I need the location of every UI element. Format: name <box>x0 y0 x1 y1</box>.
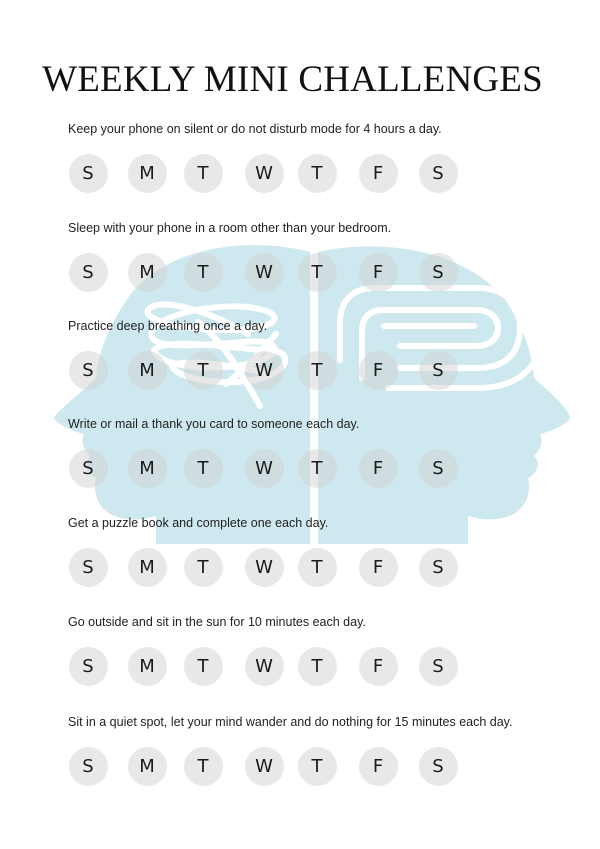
day-circle-thursday[interactable]: T <box>298 449 337 488</box>
challenge-item <box>68 714 588 787</box>
challenge-text: Sleep with your phone in a room other than your bedroom. <box>68 221 392 235</box>
day-circle-thursday[interactable]: T <box>298 253 337 292</box>
challenge-text: Write or mail a thank you card to someone each day. <box>68 417 360 431</box>
challenge-item <box>68 416 588 489</box>
day-tracker <box>68 351 588 391</box>
day-circle-sunday[interactable]: S <box>69 253 108 292</box>
day-circle-saturday[interactable]: S <box>419 548 458 587</box>
day-circle-friday[interactable]: F <box>359 351 398 390</box>
challenge-item <box>68 614 588 687</box>
day-circle-monday[interactable]: M <box>128 449 167 488</box>
day-circle-tuesday[interactable]: T <box>184 154 223 193</box>
day-circle-thursday[interactable]: T <box>298 351 337 390</box>
day-circle-monday[interactable]: M <box>128 747 167 786</box>
day-circle-sunday[interactable]: S <box>69 647 108 686</box>
day-circle-wednesday[interactable]: W <box>245 647 284 686</box>
day-circle-friday[interactable]: F <box>359 647 398 686</box>
challenge-item <box>68 220 588 293</box>
day-circle-monday[interactable]: M <box>128 548 167 587</box>
day-circle-friday[interactable]: F <box>359 253 398 292</box>
day-circle-sunday[interactable]: S <box>69 154 108 193</box>
challenge-item <box>68 515 588 588</box>
day-circle-thursday[interactable]: T <box>298 647 337 686</box>
day-circle-thursday[interactable]: T <box>298 747 337 786</box>
day-circle-sunday[interactable]: S <box>69 449 108 488</box>
day-circle-tuesday[interactable]: T <box>184 253 223 292</box>
day-tracker <box>68 548 588 588</box>
day-tracker <box>68 449 588 489</box>
day-circle-tuesday[interactable]: T <box>184 548 223 587</box>
day-circle-sunday[interactable]: S <box>69 747 108 786</box>
day-circle-tuesday[interactable]: T <box>184 747 223 786</box>
day-circle-saturday[interactable]: S <box>419 253 458 292</box>
day-circle-saturday[interactable]: S <box>419 449 458 488</box>
day-circle-tuesday[interactable]: T <box>184 351 223 390</box>
challenge-text: Go outside and sit in the sun for 10 minutes each day. <box>68 615 366 629</box>
day-circle-thursday[interactable]: T <box>298 548 337 587</box>
day-circle-wednesday[interactable]: W <box>245 154 284 193</box>
day-circle-saturday[interactable]: S <box>419 647 458 686</box>
day-circle-monday[interactable]: M <box>128 351 167 390</box>
day-tracker <box>68 747 588 787</box>
day-circle-tuesday[interactable]: T <box>184 647 223 686</box>
day-circle-wednesday[interactable]: W <box>245 351 284 390</box>
day-circle-thursday[interactable]: T <box>298 154 337 193</box>
day-circle-wednesday[interactable]: W <box>245 253 284 292</box>
day-circle-sunday[interactable]: S <box>69 548 108 587</box>
day-circle-monday[interactable]: M <box>128 647 167 686</box>
day-circle-saturday[interactable]: S <box>419 351 458 390</box>
day-circle-wednesday[interactable]: W <box>245 449 284 488</box>
day-circle-monday[interactable]: M <box>128 253 167 292</box>
challenge-text: Sit in a quiet spot, let your mind wander and do nothing for 15 minutes each day. <box>68 715 513 729</box>
challenge-item <box>68 318 588 391</box>
day-tracker <box>68 154 588 194</box>
day-circle-friday[interactable]: F <box>359 154 398 193</box>
day-circle-saturday[interactable]: S <box>419 154 458 193</box>
day-circle-wednesday[interactable]: W <box>245 747 284 786</box>
day-circle-friday[interactable]: F <box>359 449 398 488</box>
challenge-text: Keep your phone on silent or do not disturb mode for 4 hours a day. <box>68 122 442 136</box>
challenge-text: Get a puzzle book and complete one each day. <box>68 516 329 530</box>
challenge-item <box>68 121 588 194</box>
day-circle-tuesday[interactable]: T <box>184 449 223 488</box>
day-circle-saturday[interactable]: S <box>419 747 458 786</box>
day-circle-wednesday[interactable]: W <box>245 548 284 587</box>
day-tracker <box>68 253 588 293</box>
day-tracker <box>68 647 588 687</box>
challenge-text: Practice deep breathing once a day. <box>68 319 268 333</box>
page-title: WEEKLY MINI CHALLENGES <box>42 59 543 100</box>
day-circle-friday[interactable]: F <box>359 548 398 587</box>
day-circle-monday[interactable]: M <box>128 154 167 193</box>
day-circle-sunday[interactable]: S <box>69 351 108 390</box>
day-circle-friday[interactable]: F <box>359 747 398 786</box>
